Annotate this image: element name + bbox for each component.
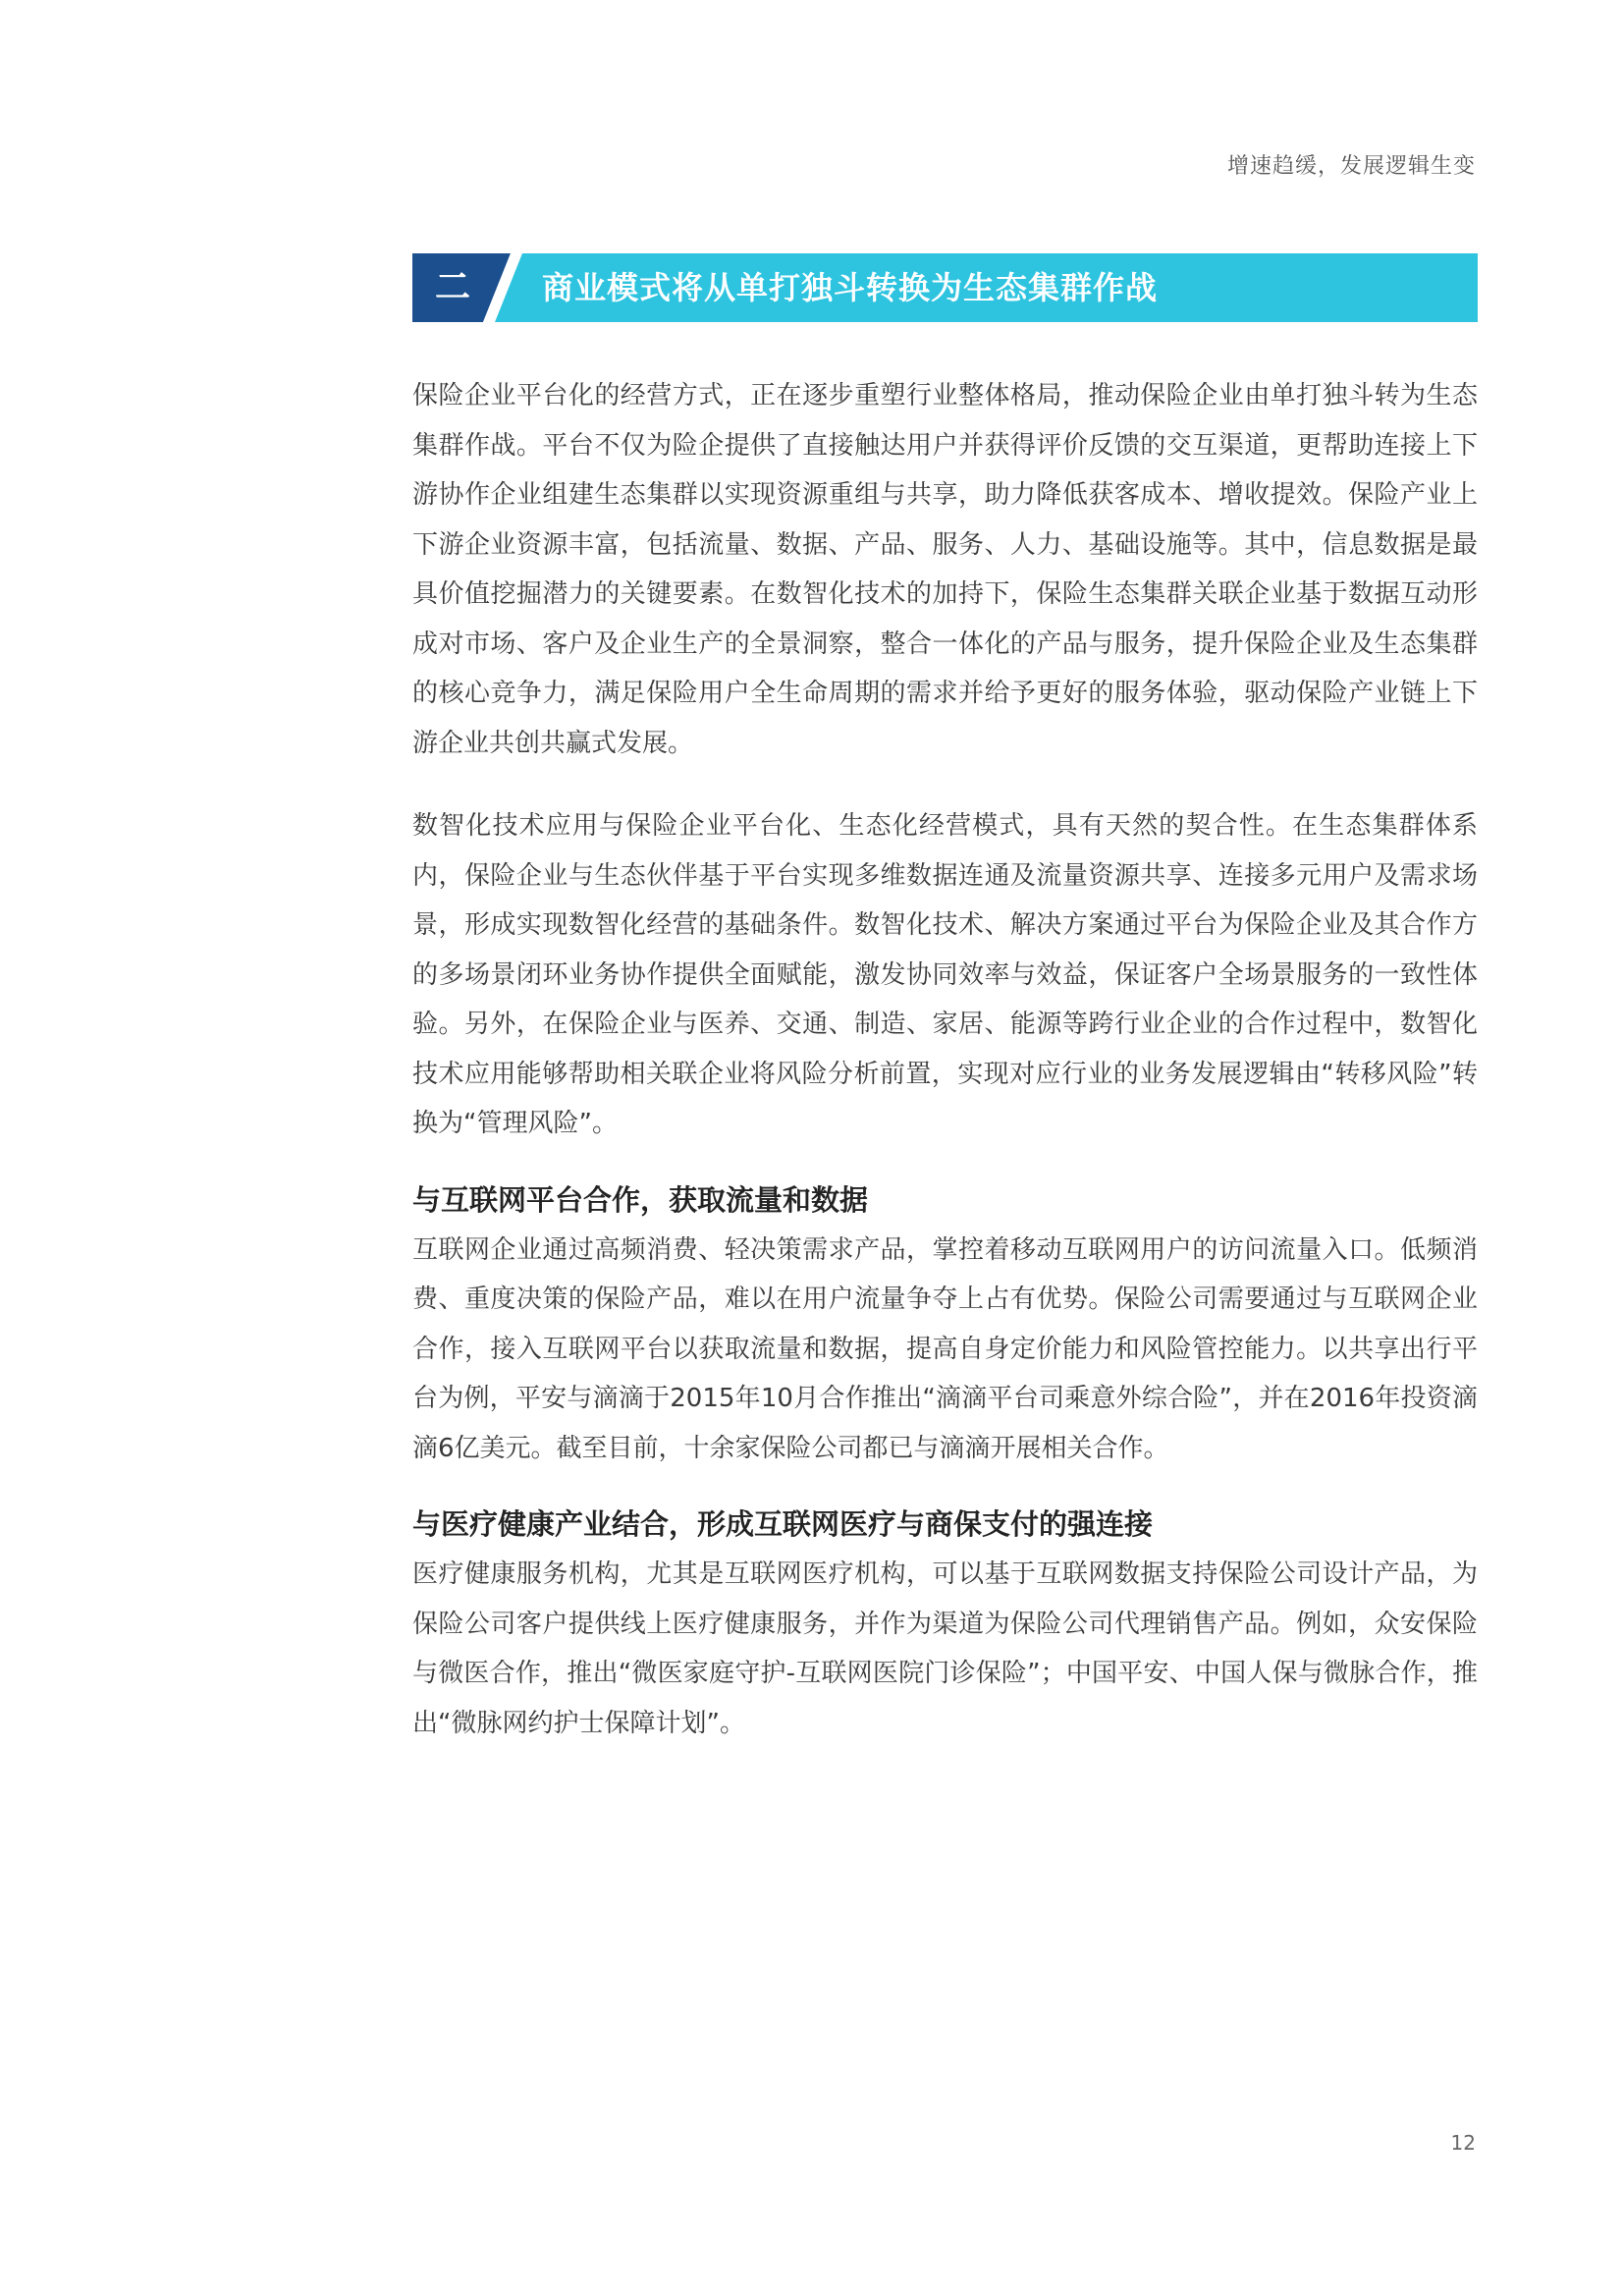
page-number: 12 [1450,2131,1476,2155]
running-header: 增速趋缓，发展逻辑生变 [1226,154,1476,179]
body-paragraph-3: 互联网企业通过高频消费、轻决策需求产品，掌控着移动互联网用户的访问流量入口。低频消费、重度决策的保险产品，难以在用户流量争夺上占有优势。保险公司需要通过与互联网企业合作，接入互联网平台以获取流量和数据，提高自身定价能力和风险管控能力。以共享出行平台为例，平安与滴滴于2015年10月合作推出“滴滴平台司乘意外综合险”，并在2016年投资滴滴6亿美元。截至目前，十余家保险公司都已与滴滴开展相关合作。 [412,1234,1478,1463]
body-paragraph-1: 保险企业平台化的经营方式，正在逐步重塑行业整体格局，推动保险企业由单打独斗转为生态集群作战。平台不仅为险企提供了直接触达用户并获得评价反馈的交互渠道，更帮助连接上下游协作企业组建生态集群以实现资源重组与共享，助力降低获客成本、增收提效。保险产业上下游企业资源丰富，包括流量、数据、产品、服务、人力、基础设施等。其中，信息数据是最具价值挖掘潜力的关键要素。在数智化技术的加持下，保险生态集群关联企业基于数据互动形成对市场、客户及企业生产的全景洞察，整合一体化的产品与服务，提升保险企业及生态集群的核心竞争力，满足保险用户全生命周期的需求并给予更好的服务体验，驱动保险产业链上下游企业共创共赢式发展。 [412,381,1478,758]
body-paragraph-2: 数智化技术应用与保险企业平台化、生态化经营模式，具有天然的契合性。在生态集群体系内，保险企业与生态伙伴基于平台实现多维数据连通及流量资源共享、连接多元用户及需求场景，形成实现数智化经营的基础条件。数智化技术、解决方案通过平台为保险企业及其合作方的多场景闭环业务协作提供全面赋能，激发协同效率与效益，保证客户全场景服务的一致性体验。另外，在保险企业与医养、交通、制造、家居、能源等跨行业企业的合作过程中，数智化技术应用能够帮助相关联企业将风险分析前置，实现对应行业的业务发展逻辑由“转移风险”转换为“管理风险”。 [412,811,1478,1138]
section-number: 二 [434,267,470,307]
section-banner [412,253,1478,322]
subheading-healthcare: 与医疗健康产业结合，形成互联网医疗与商保支付的强连接 [412,1507,1154,1541]
main-content [412,371,1478,1748]
subheading-internet-platform: 与互联网平台合作，获取流量和数据 [412,1182,869,1217]
body-paragraph-4: 医疗健康服务机构，尤其是互联网医疗机构，可以基于互联网数据支持保险公司设计产品，为保险公司客户提供线上医疗健康服务，并作为渠道为保险公司代理销售产品。例如，众安保险与微医合作，推出“微医家庭守护-互联网医院门诊保险”；中国平安、中国人保与微脉合作，推出“微脉网约护士保障计划”。 [412,1559,1478,1738]
section-title: 商业模式将从单打独斗转换为生态集群作战 [542,269,1159,306]
